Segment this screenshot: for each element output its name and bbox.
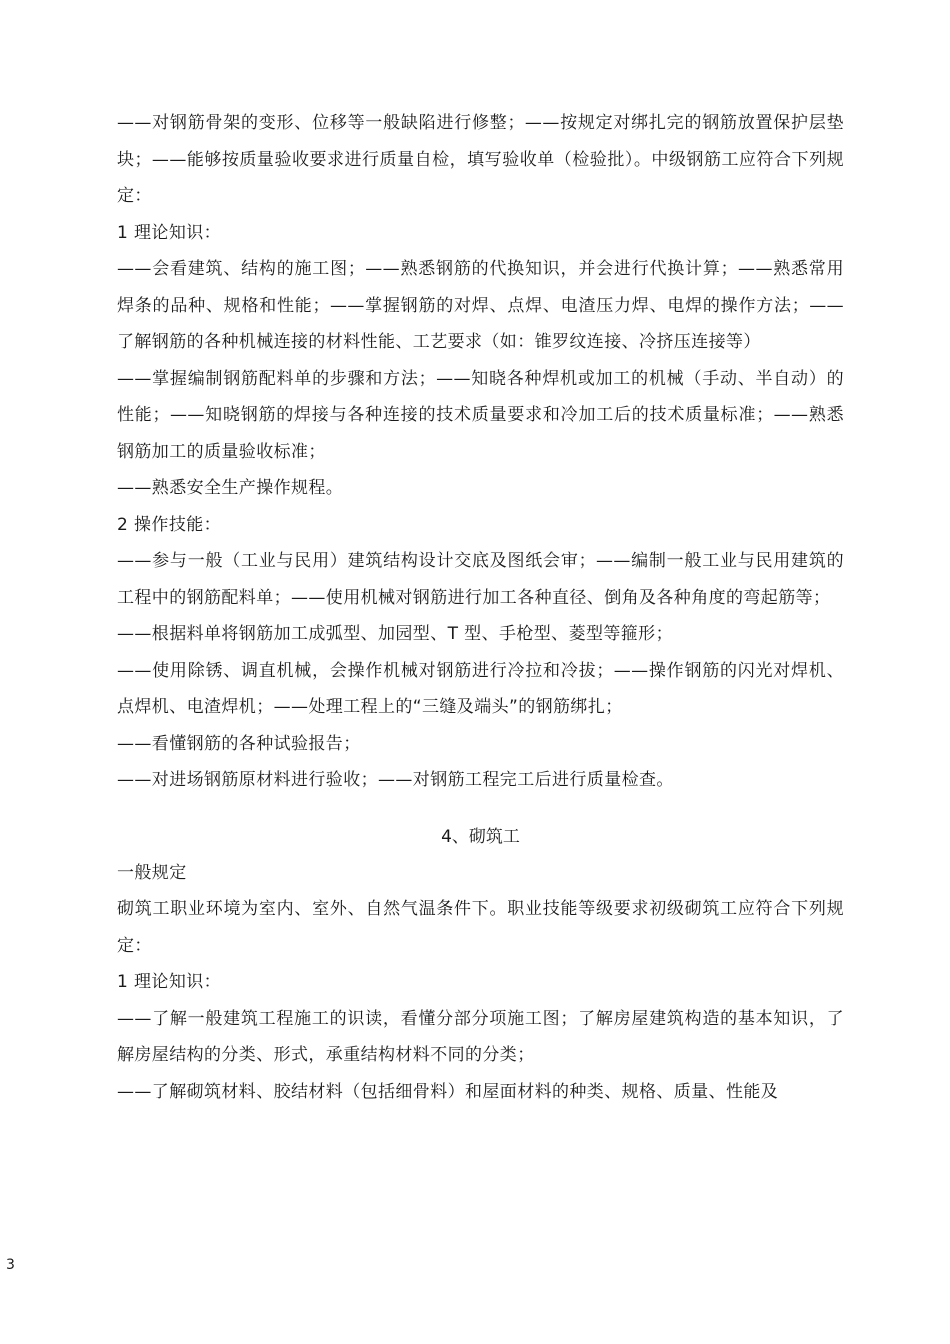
paragraph-cutting-list: ——掌握编制钢筋配料单的步骤和方法；——知晓各种焊机或加工的机械（手动、半自动）的性能；——知晓钢筋的焊接与各种连接的技术质量要求和冷加工后的技术质量标准；——熟悉钢筋加工的质量验收标准； [117,368,844,462]
paragraph-cold-drawing: ——使用除锈、调直机械，会操作机械对钢筋进行冷拉和冷拔；——操作钢筋的闪光对焊机、点焊机、电渣焊机；——处理工程上的“三缝及端头”的钢筋绑扎； [117,660,844,717]
section-title-masonry: 4、砌筑工 [441,826,520,847]
heading-theory-knowledge: 1 理论知识： [117,222,222,243]
heading-operation-skills: 2 操作技能： [117,514,222,535]
paragraph-masonry-materials: ——了解砌筑材料、胶结材料（包括细骨料）和屋面材料的种类、规格、质量、性能及 [117,1081,779,1102]
paragraph-design-review: ——参与一般（工业与民用）建筑结构设计交底及图纸会审；——编制一般工业与民用建筑的工程中的钢筋配料单；——使用机械对钢筋进行加工各种直径、倒角及各种角度的弯起筋等； [117,551,844,608]
paragraph-masonry-environment: 砌筑工职业环境为室内、室外、自然气温条件下。职业技能等级要求初级砌筑工应符合下列规定： [117,899,844,956]
paragraph-quality-inspection: ——对进场钢筋原材料进行验收；——对钢筋工程完工后进行质量检查。 [117,770,674,790]
page-number: 3 [6,1257,15,1273]
paragraph-drawings-welding: ——会看建筑、结构的施工图；——熟悉钢筋的代换知识，并会进行代换计算；——熟悉常用焊条的品种、规格和性能；——掌握钢筋的对焊、点焊、电渣压力焊、电焊的操作方法；——了解钢筋的各种机械连接的材料性能、工艺要求（如：锥罗纹连接、冷挤压连接等） [117,259,844,352]
paragraph-safety-rules: ——熟悉安全生产操作规程。 [117,478,344,498]
heading-theory-knowledge-masonry: 1 理论知识： [117,972,222,992]
paragraph-construction-drawings: ——了解一般建筑工程施工的识读，看懂分部分项施工图；了解房屋建筑构造的基本知识，了解房屋结构的分类、形式，承重结构材料不同的分类； [117,1008,844,1065]
heading-general-rules: 一般规定 [117,862,187,883]
paragraph-test-reports: ——看懂钢筋的各种试验报告； [117,733,361,754]
paragraph-stirrup-shapes: ——根据料单将钢筋加工成弧型、加园型、T 型、手枪型、菱型等箍形； [117,624,673,644]
document-body [117,105,844,1110]
paragraph-rebar-repair: ——对钢筋骨架的变形、位移等一般缺陷进行修整；——按规定对绑扎完的钢筋放置保护层垫块；——能够按质量验收要求进行质量自检，填写验收单（检验批）。中级钢筋工应符合下列规定： [117,113,844,206]
